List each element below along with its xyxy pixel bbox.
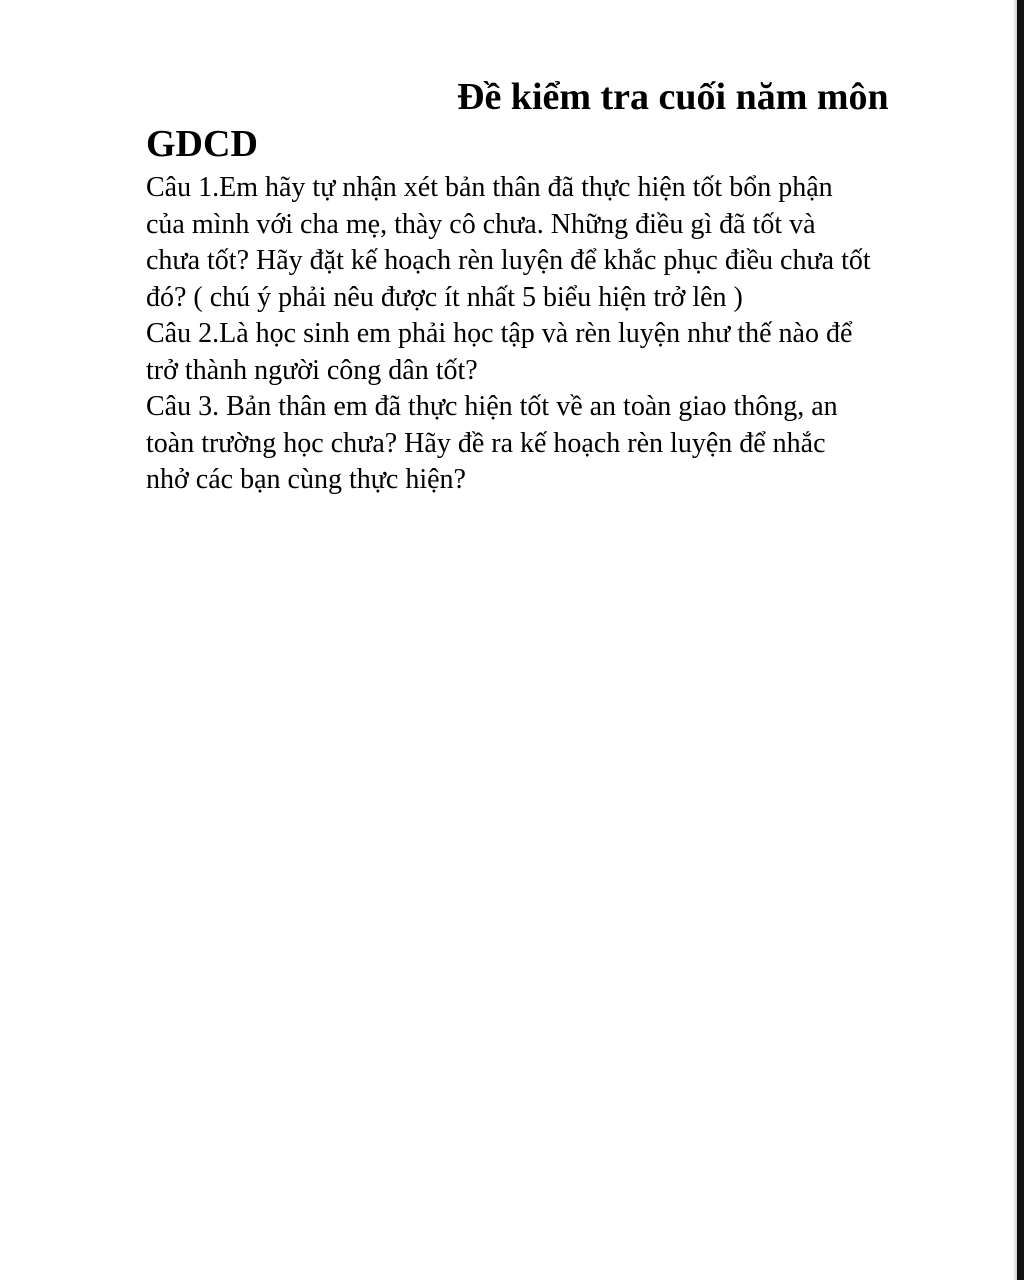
question-3-line-1: Câu 3. Bản thân em đã thực hiện tốt về an toàn giao thông, an (146, 391, 838, 422)
question-1-line-1: Câu 1.Em hãy tự nhận xét bản thân đã thực hiện tốt bổn phận (146, 172, 833, 203)
document-body (146, 170, 966, 499)
question-1-line-3: chưa tốt? Hãy đặt kế hoạch rèn luyện để khắc phục điều chưa tốt (146, 245, 871, 276)
question-1-line-2: của mình với cha mẹ, thày cô chưa. Những điều gì đã tốt và (146, 208, 816, 240)
question-2-line-2: trở thành người công dân tốt? (146, 354, 478, 386)
document-title-subject: GDCD (146, 123, 258, 165)
question-3-line-3: nhở các bạn cùng thực hiện? (146, 464, 466, 495)
question-1-line-4: đó? ( chú ý phải nêu được ít nhất 5 biểu hiện trở lên ) (146, 281, 743, 313)
document-title: Đề kiểm tra cuối năm môn (457, 76, 889, 118)
question-2-line-1: Câu 2.Là học sinh em phải học tập và rèn luyện như thế nào để (146, 318, 853, 349)
question-3-line-2: toàn trường học chưa? Hãy đề ra kế hoạch rèn luyện để nhắc (146, 427, 826, 459)
page-edge-border (1017, 0, 1024, 1280)
